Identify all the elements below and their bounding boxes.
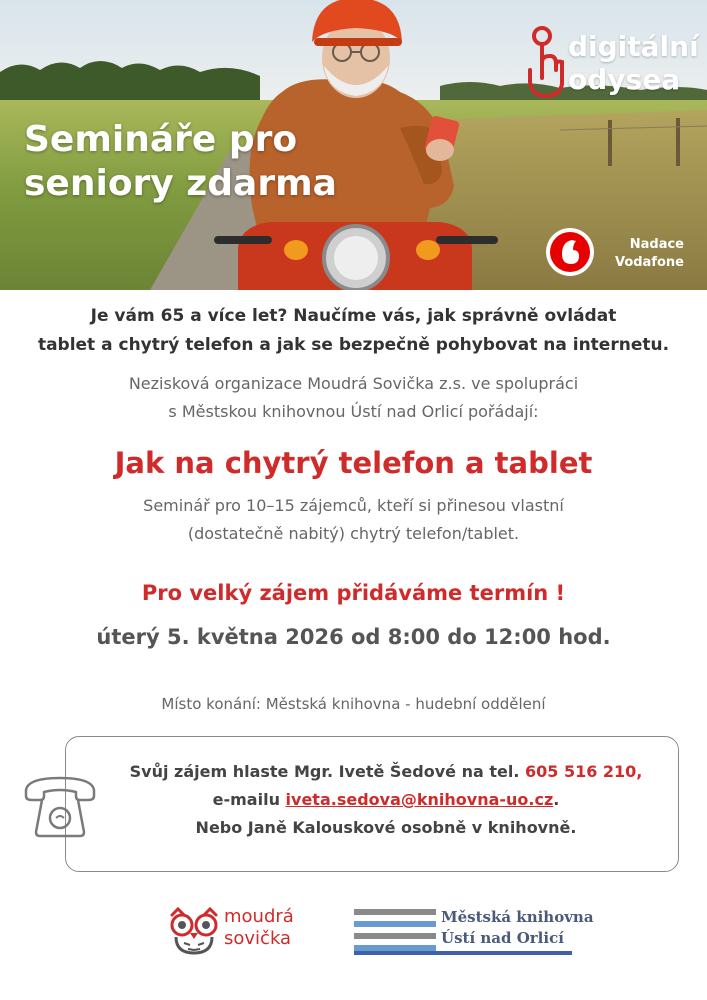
email-prefix-text: e-mailu xyxy=(212,790,286,809)
library-logo-icon xyxy=(354,909,436,955)
contact-line-inperson: Nebo Janě Kalouskové osobně v knihovně. xyxy=(195,818,577,837)
library-name xyxy=(441,907,594,949)
event-date: úterý 5. května 2026 od 8:00 do 12:00 hod. xyxy=(96,625,611,649)
contact-text xyxy=(86,758,686,842)
seminar-title: Jak na chytrý telefon a tablet xyxy=(114,446,593,480)
contact-phone-number[interactable]: 605 516 210, xyxy=(524,762,643,781)
organizer-line1: Nezisková organizace Moudrá Sovička z.s. ve spolupráci xyxy=(128,374,579,393)
owl-line2: sovička xyxy=(224,928,292,949)
seminar-description xyxy=(0,492,707,548)
seminar-desc-line1: Seminář pro 10–15 zájemců, kteří si přinesou vlastní xyxy=(143,496,564,515)
brand-line1: digitální xyxy=(568,30,699,63)
contact-intro-text: Svůj zájem hlaste Mgr. Ivetě Šedové na tel. xyxy=(129,762,525,781)
library-line1: Městská knihovna xyxy=(441,908,594,926)
library-logo-underline xyxy=(354,951,572,955)
sponsor-line2: Vodafone xyxy=(614,255,684,270)
intro-text xyxy=(0,302,707,360)
email-suffix-text: . xyxy=(553,790,560,809)
hero-title-line1: Semináře pro xyxy=(24,119,298,160)
contact-line-phone xyxy=(86,758,686,786)
brand-name xyxy=(568,30,699,96)
event-venue: Místo konání: Městská knihovna - hudební oddělení xyxy=(161,695,546,713)
contact-line-email xyxy=(86,786,686,814)
vodafone-logo-icon xyxy=(546,228,594,276)
sponsor-line1: Nadace xyxy=(629,237,684,252)
owl-line1: moudrá xyxy=(224,906,294,927)
intro-line2: tablet a chytrý telefon a jak se bezpečně pohybovat na internetu. xyxy=(37,335,670,355)
intro-line1: Je vám 65 a více let? Naučíme vás, jak správně ovládat xyxy=(90,306,617,326)
hero-title xyxy=(24,118,337,206)
hero-banner xyxy=(0,0,707,290)
new-date-notice: Pro velký zájem přidáváme termín ! xyxy=(141,581,566,605)
seminar-desc-line2: (dostatečně nabitý) chytrý telefon/tablet. xyxy=(187,524,520,543)
library-line2: Ústí nad Orlicí xyxy=(441,929,564,947)
organizer-line2: s Městskou knihovnou Ústí nad Orlicí pořádají: xyxy=(168,402,539,421)
brand-line2: odysea xyxy=(568,63,681,96)
organizer-text xyxy=(0,370,707,426)
hero-title-line2: seniory zdarma xyxy=(24,163,337,204)
moudra-sovicka-name xyxy=(224,906,294,950)
sponsor-name xyxy=(600,236,684,272)
contact-email-link[interactable]: iveta.sedova@knihovna-uo.cz xyxy=(285,790,554,809)
owl-logo-icon xyxy=(166,905,222,955)
